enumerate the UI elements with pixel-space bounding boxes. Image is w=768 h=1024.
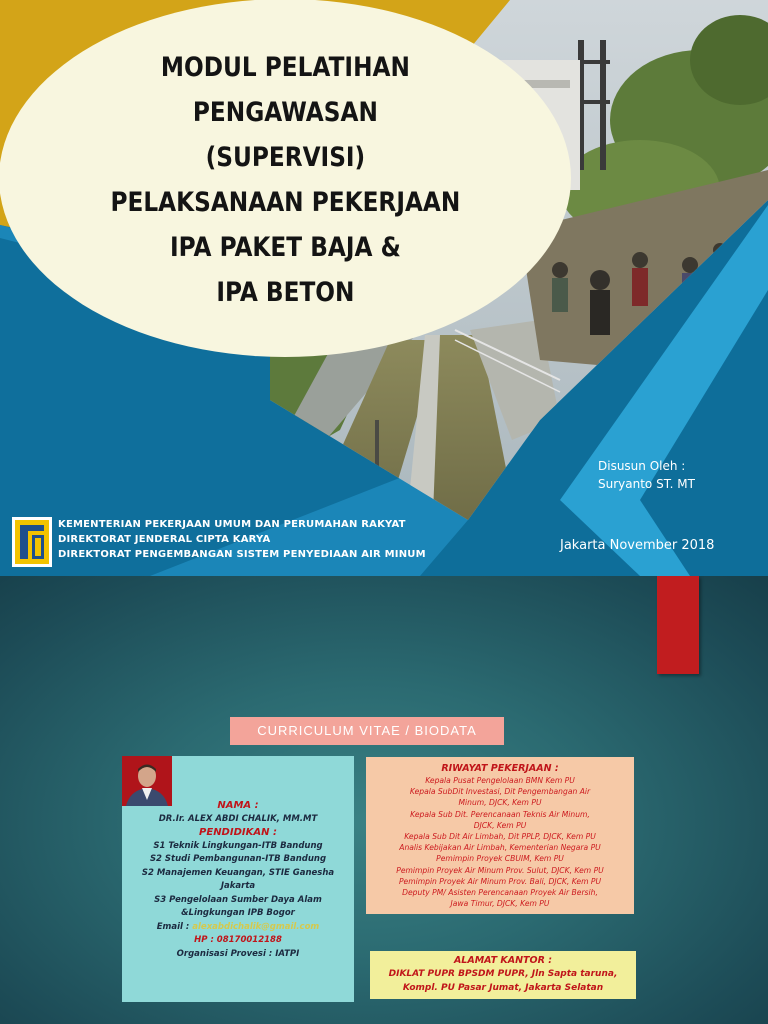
- office-address-line: Kompl. PU Pasar Jumat, Jakarta Selatan: [402, 983, 604, 993]
- office-label: ALAMAT KANTOR :: [453, 955, 553, 966]
- title-line: PELAKSANAAN PEKERJAAN: [110, 187, 460, 218]
- document-title: [82, 45, 489, 315]
- pendidikan-label: PENDIDIKAN :: [199, 827, 277, 838]
- title-line: IPA BETON: [215, 277, 355, 308]
- ministry-block: [12, 517, 426, 567]
- ministry-names: [58, 517, 426, 562]
- work-item: Kepala SubDit Investasi, Dit Pengembangan Air: [409, 787, 591, 797]
- work-item: Kepala Sub Dit Air Limbah, Dit PPLP, DJCK, Kem PU: [404, 832, 596, 842]
- title-line: IPA PAKET BAJA &: [169, 232, 401, 263]
- work-item: Pemimpin Proyek Air Minum Prov. Bali, DJCK, Kem PU: [398, 876, 602, 886]
- organization: Organisasi Provesi : IATPI: [176, 948, 300, 959]
- work-item: Analis Kebijakan Air Limbah, Kementerian Negara PU: [399, 843, 601, 853]
- biodata-slide: [0, 576, 768, 1024]
- nama-label: NAMA :: [217, 800, 259, 811]
- author-name: Suryanto ST. MT: [598, 477, 695, 491]
- section-title: CURRICULUM VITAE / BIODATA: [230, 717, 504, 745]
- email-link[interactable]: alexabdichalik@gmail.com: [192, 921, 320, 932]
- title-line: MODUL PELATIHAN: [160, 52, 410, 83]
- education-item: S2 Manajemen Keuangan, STIE Ganesha: [141, 867, 335, 878]
- email-label: Email :: [156, 921, 190, 932]
- work-item: Kepala Sub Dit. Perencanaan Teknis Air Minum,: [410, 809, 590, 819]
- work-item: Kepala Pusat Pengelolaan BMN Kem PU: [425, 776, 575, 785]
- work-item: Pemimpin Proyek Air Minum Prov. Sulut, DJCK, Kem PU: [396, 865, 604, 875]
- title-line: PENGAWASAN: [192, 97, 378, 128]
- ministry-line: DIREKTORAT PENGEMBANGAN SISTEM PENYEDIAAN AIR MINUM: [58, 549, 426, 560]
- education-item: S1 Teknik Lingkungan-ITB Bandung: [153, 840, 323, 851]
- work-history-box: [366, 757, 634, 914]
- office-address-box: [370, 951, 636, 999]
- ministry-line: DIREKTORAT JENDERAL CIPTA KARYA: [58, 534, 271, 545]
- publication-date: Jakarta November 2018: [560, 538, 715, 553]
- education-item: Jakarta: [220, 881, 256, 891]
- education-item: S2 Studi Pembangunan-ITB Bandung: [149, 854, 327, 864]
- author-label: Disusun Oleh :: [598, 459, 686, 473]
- work-item: Jawa Timur, DJCK, Kem PU: [450, 899, 550, 909]
- work-item: Pemimpin Proyek CBUIM, Kem PU: [436, 854, 564, 864]
- phone-number: HP : 08170012188: [194, 935, 282, 945]
- work-history-label: RIWAYAT PEKERJAAN :: [441, 763, 559, 774]
- pu-logo-icon: [12, 517, 52, 567]
- office-address-line: DIKLAT PUPR BPSDM PUPR, Jln Sapta taruna,: [388, 969, 618, 979]
- education-item: &Lingkungan IPB Bogor: [181, 908, 295, 918]
- biodata-box: [122, 756, 354, 1002]
- work-item: DJCK, Kem PU: [473, 820, 527, 830]
- title-block: [0, 0, 570, 356]
- ministry-line: KEMENTERIAN PEKERJAAN UMUM DAN PERUMAHAN RAKYAT: [58, 519, 406, 530]
- author-block: [598, 457, 695, 493]
- work-item: Deputy PM/ Asisten Perencanaan Proyek Air Bersih,: [402, 888, 598, 898]
- work-item: Minum, DJCK, Kem PU: [458, 798, 542, 808]
- biodata-text: [122, 799, 354, 961]
- education-item: S3 Pengelolaan Sumber Daya Alam: [154, 894, 322, 905]
- title-line: (SUPERVISI): [205, 142, 365, 173]
- person-name: DR.Ir. ALEX ABDI CHALIK, MM.MT: [158, 813, 318, 824]
- red-accent-bar: [657, 576, 699, 674]
- email-line: [122, 921, 354, 935]
